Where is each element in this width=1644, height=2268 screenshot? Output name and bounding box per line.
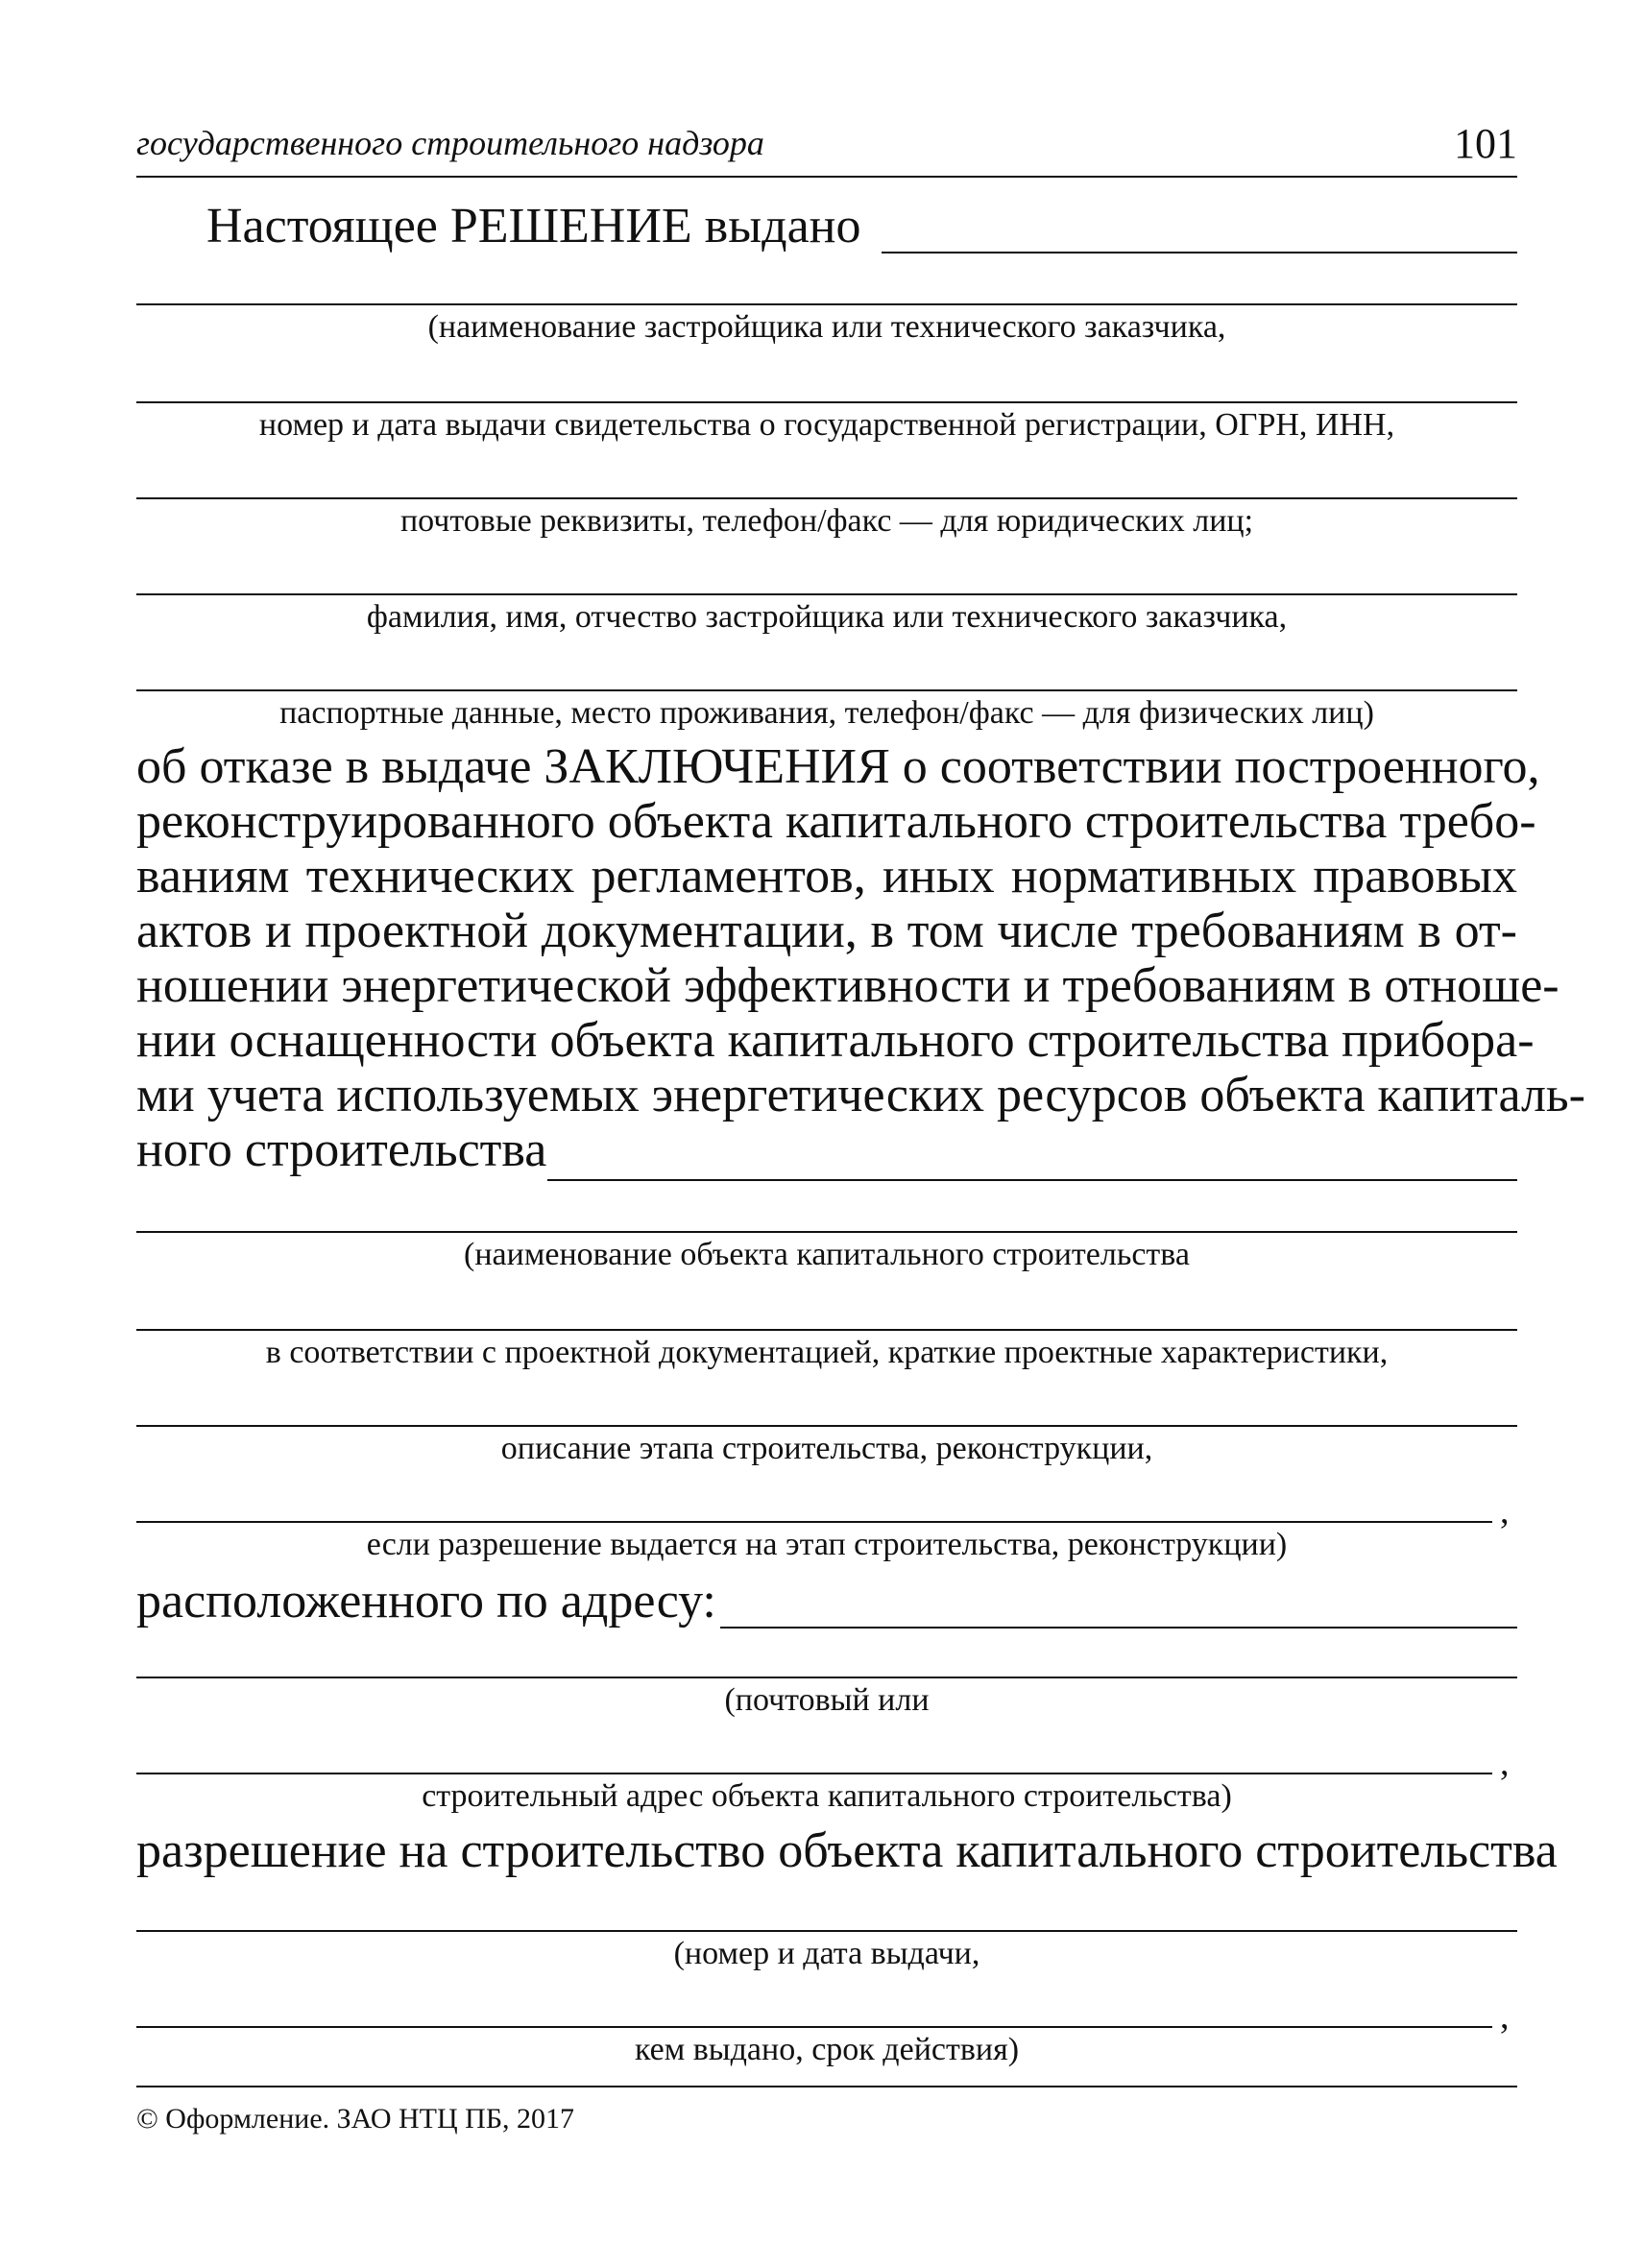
- main-paragraph: [136, 739, 1585, 1177]
- address-label-1: (почтовый или: [724, 1682, 930, 1718]
- applicant-fill-line-0[interactable]: [882, 252, 1517, 253]
- main-text-line: реконструированного объекта капитального строительства требо-: [136, 794, 1536, 849]
- page-number: 101: [1454, 120, 1517, 167]
- main-text-line: нии оснащенности объекта капитального строительства прибора-: [136, 1013, 1535, 1068]
- permit-label-1: (номер и дата выдачи,: [673, 1936, 980, 1971]
- main-text-line: ваниям технических регламентов, иных нормативных правовых: [136, 849, 1517, 904]
- comma-mark: ,: [1500, 1743, 1510, 1783]
- permit-label-2: кем выдано, срок действия): [634, 2032, 1020, 2067]
- main-text-line: об отказе в выдаче ЗАКЛЮЧЕНИЯ о соответствии построенного,: [136, 739, 1540, 794]
- object-fill-line-3[interactable]: [136, 1425, 1517, 1427]
- applicant-label-4: фамилия, имя, отчество застройщика или технического заказчика,: [366, 599, 1288, 635]
- object-label-2: в соответствии с проектной документацией, краткие проектные характеристики,: [265, 1335, 1389, 1370]
- applicant-label-1: (наименование застройщика или технического заказчика,: [427, 309, 1226, 345]
- applicant-fill-line-2[interactable]: [136, 401, 1517, 403]
- applicant-fill-line-4[interactable]: [136, 593, 1517, 595]
- applicant-fill-line-5[interactable]: [136, 689, 1517, 691]
- permit-fill-line-2[interactable]: [136, 2026, 1492, 2028]
- address-fill-line-2[interactable]: [136, 1773, 1492, 1774]
- opening-text: Настоящее РЕШЕНИЕ выдано: [206, 199, 861, 253]
- object-fill-line-4[interactable]: [136, 1521, 1492, 1523]
- object-fill-line-2[interactable]: [136, 1329, 1517, 1331]
- applicant-label-3: почтовые реквизиты, телефон/факс — для юридических лиц;: [399, 503, 1254, 539]
- applicant-label-5: паспортные данные, место проживания, телефон/факс — для физических лиц): [279, 695, 1374, 731]
- applicant-fill-line-3[interactable]: [136, 497, 1517, 499]
- applicant-label-2: номер и дата выдачи свидетельства о государственной регистрации, ОГРН, ИНН,: [258, 407, 1395, 443]
- permit-heading: разрешение на строительство объекта капитального строительства: [136, 1823, 1558, 1878]
- main-text-line: ми учета используемых энергетических ресурсов объекта капиталь-: [136, 1068, 1585, 1122]
- copyright-footer: © Оформление. ЗАО НТЦ ПБ, 2017: [136, 2103, 575, 2135]
- address-fill-line-0[interactable]: [720, 1627, 1517, 1629]
- object-label-3: описание этапа строительства, реконструкции,: [500, 1431, 1153, 1466]
- running-title: государственного строительного надзора: [136, 124, 764, 162]
- address-heading: расположенного по адресу:: [136, 1574, 716, 1629]
- applicant-fill-line-1[interactable]: [136, 303, 1517, 305]
- object-label-1: (наименование объекта капитального строительства: [464, 1237, 1190, 1272]
- object-label-4: если разрешение выдается на этап строительства, реконструкции): [366, 1527, 1288, 1562]
- address-fill-line-1[interactable]: [136, 1677, 1517, 1678]
- footer-rule: [136, 2086, 1517, 2087]
- main-text-line: актов и проектной документации, в том числе требованиям в от-: [136, 904, 1517, 958]
- object-fill-line-0[interactable]: [547, 1179, 1517, 1181]
- permit-fill-line-1[interactable]: [136, 1930, 1517, 1932]
- object-fill-line-1[interactable]: [136, 1231, 1517, 1233]
- main-text-line: ношении энергетической эффективности и требованиям в отноше-: [136, 958, 1559, 1013]
- address-label-2: строительный адрес объекта капитального строительства): [422, 1778, 1232, 1814]
- comma-mark: ,: [1500, 1491, 1510, 1532]
- comma-mark: ,: [1500, 1996, 1510, 2037]
- header-rule: [136, 176, 1517, 178]
- main-text-line: ного строительства: [136, 1122, 547, 1177]
